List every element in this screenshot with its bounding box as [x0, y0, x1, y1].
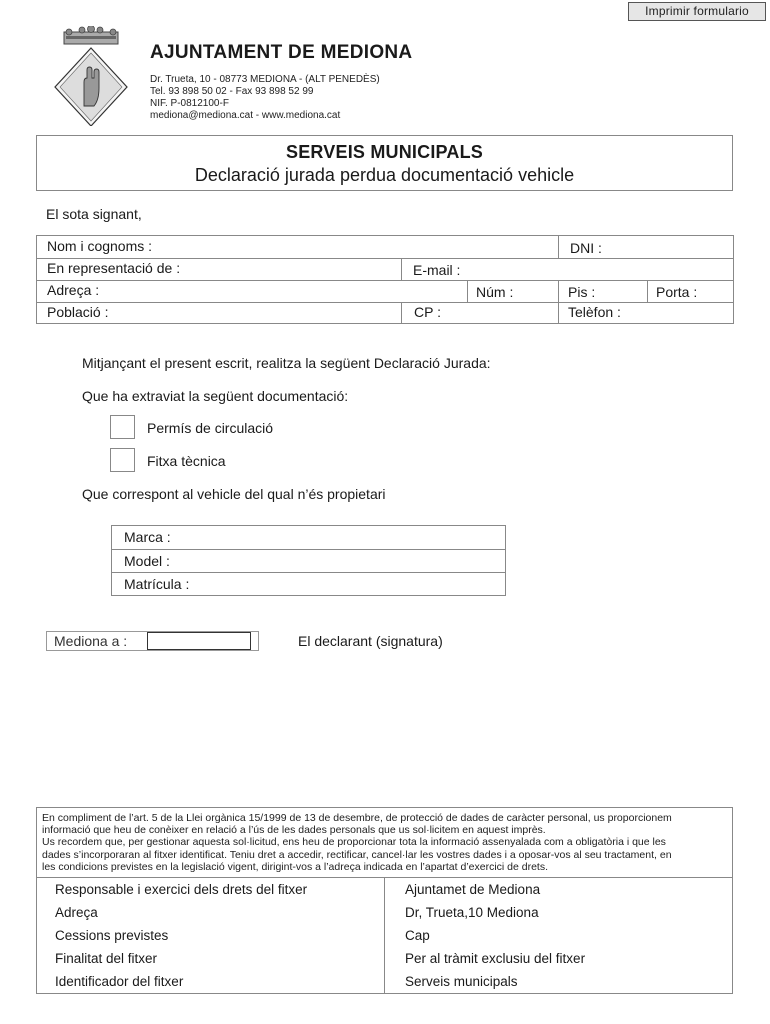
number-field[interactable]: Núm :: [476, 284, 514, 300]
privacy-line: dades s’incorporaran al fitxer identificat. Teniu dret a accedir, rectificar, cancel·lar les vostres dades i a oposar-vos al seu tractament, en: [42, 848, 672, 861]
town-field[interactable]: Població :: [47, 304, 109, 320]
table-row: [37, 878, 732, 901]
row-value: Per al tràmit exclusiu del fitxer: [405, 951, 586, 966]
vehicle-intro-text: Que correspont al vehicle del qual n’és propietari: [82, 486, 386, 502]
postcode-field[interactable]: CP :: [414, 304, 441, 320]
row-value: Ajuntamet de Mediona: [405, 882, 541, 897]
row-label: Responsable i exercici dels drets del fitxer: [55, 882, 308, 897]
place-date-input[interactable]: [147, 632, 251, 650]
name-field[interactable]: Nom i cognoms :: [47, 238, 153, 254]
dni-field[interactable]: DNI :: [570, 240, 602, 256]
fitxa-tecnica-label: Fitxa tècnica: [147, 453, 226, 469]
coat-of-arms-logo: [52, 26, 130, 126]
row-label: Identificador del fitxer: [55, 974, 184, 989]
representation-field[interactable]: En representació de :: [47, 260, 181, 276]
org-address: Dr. Trueta, 10 - 08773 MEDIONA - (ALT PENEDÈS): [150, 74, 380, 85]
table-row: [37, 901, 732, 924]
lost-docs-text: Que ha extraviat la següent documentació:: [82, 388, 349, 404]
page-title: SERVEIS MUNICIPALS: [286, 142, 483, 162]
row-label: Adreça: [55, 905, 98, 920]
table-row: [37, 970, 732, 993]
phone-field[interactable]: Telèfon :: [568, 304, 621, 320]
declaration-text: Mitjançant el present escrit, realitza la següent Declaració Jurada:: [82, 355, 491, 371]
org-contact: mediona@mediona.cat - www.mediona.cat: [150, 110, 341, 121]
permis-circulacio-label: Permís de circulació: [147, 420, 274, 436]
title-box: [36, 135, 733, 191]
table-row: [37, 924, 732, 947]
table-row: [37, 947, 732, 970]
address-field[interactable]: Adreça :: [47, 282, 100, 298]
org-nif: NIF. P-0812100-F: [150, 98, 229, 109]
privacy-line: les condicions previstes en la legislació vigent, dirigint-vos a l’adreça indicada en l’apartat d’exercici de drets.: [42, 860, 549, 873]
place-label: Mediona a :: [54, 633, 128, 649]
intro-text: El sota signant,: [46, 206, 142, 222]
plate-field[interactable]: Matrícula :: [124, 576, 190, 592]
row-value: Serveis municipals: [405, 974, 518, 989]
privacy-line: Us recordem que, per gestionar aquesta sol·licitud, ens heu de proporcionar tota la informació assenyalada com a obligatòria i que les: [42, 836, 666, 849]
privacy-notice: [36, 807, 733, 994]
print-form-button[interactable]: Imprimir formulario: [628, 2, 766, 21]
model-field[interactable]: Model :: [124, 553, 170, 569]
privacy-line: En compliment de l’art. 5 de la Llei orgànica 15/1999 de 13 de desembre, de protecció de dades de caràcter personal, us proporcionem: [42, 812, 672, 824]
row-label: Finalitat del fitxer: [55, 951, 158, 966]
privacy-table: [37, 877, 732, 993]
permis-circulacio-checkbox[interactable]: [110, 415, 135, 439]
privacy-paragraph: [42, 812, 732, 873]
vehicle-box: [111, 525, 506, 596]
row-value: Dr, Trueta,10 Mediona: [405, 905, 539, 920]
door-field[interactable]: Porta :: [656, 284, 698, 300]
email-field[interactable]: E-mail :: [413, 262, 461, 278]
row-value: Cap: [405, 928, 430, 943]
org-name: AJUNTAMENT DE MEDIONA: [150, 42, 413, 63]
brand-field[interactable]: Marca :: [124, 529, 171, 545]
personal-data-grid: [36, 235, 734, 324]
floor-field[interactable]: Pis :: [568, 284, 596, 300]
privacy-line: informació que heu de conèixer en relació a l’ús de les dades personals que us sol·licitem en aquest imprès.: [42, 824, 546, 837]
row-label: Cessions previstes: [55, 928, 169, 943]
fitxa-tecnica-checkbox[interactable]: [110, 448, 135, 472]
org-phone: Tel. 93 898 50 02 - Fax 93 898 52 99: [150, 86, 314, 97]
page-subtitle: Declaració jurada perdua documentació vehicle: [194, 165, 575, 185]
signature-label: El declarant (signatura): [298, 633, 443, 649]
